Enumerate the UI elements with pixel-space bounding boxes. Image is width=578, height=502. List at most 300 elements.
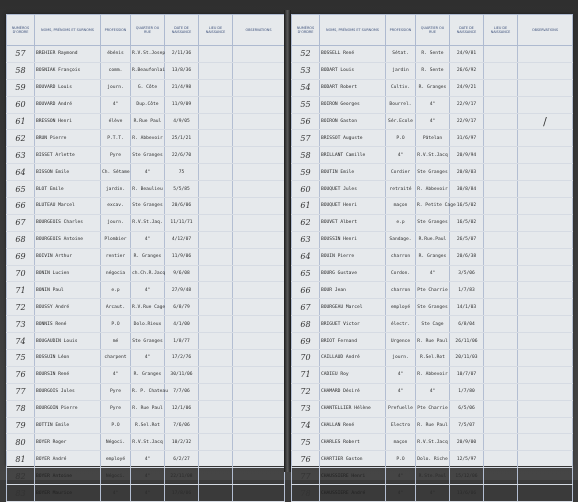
header-profession: PROFESSION bbox=[101, 15, 131, 46]
entry-name: BOURGOIS Jules bbox=[35, 383, 101, 400]
entry-birthplace bbox=[484, 333, 518, 350]
entry-number: 69 bbox=[7, 248, 35, 265]
entry-birthplace bbox=[199, 248, 233, 265]
entry-profession: 4° bbox=[386, 468, 416, 485]
entry-number: 69 bbox=[292, 333, 320, 350]
entry-birthplace bbox=[199, 417, 233, 434]
entry-address: Dup.Côte bbox=[131, 96, 165, 113]
entry-profession: Bourrel. bbox=[386, 96, 416, 113]
entry-observations bbox=[518, 214, 573, 231]
entry-birthplace bbox=[199, 231, 233, 248]
entry-birthdate: 11/9/09 bbox=[165, 96, 199, 113]
entry-observations bbox=[233, 198, 285, 215]
entry-name: BRUN Pierre bbox=[35, 130, 101, 147]
entry-number: 79 bbox=[7, 417, 35, 434]
table-row bbox=[292, 383, 573, 400]
entry-birthdate: 5/5/85 bbox=[165, 181, 199, 198]
entry-profession: maçon bbox=[386, 434, 416, 451]
entry-address: Pte Charrie bbox=[416, 282, 450, 299]
entry-name: BODART Robert bbox=[320, 79, 386, 96]
entry-number: 61 bbox=[7, 113, 35, 130]
entry-address: R.V.St.Jacq bbox=[416, 434, 450, 451]
entry-observations bbox=[233, 485, 285, 502]
entry-address: R. Sente bbox=[416, 46, 450, 63]
table-row bbox=[7, 96, 285, 113]
entry-name: BOUVET Albert bbox=[320, 214, 386, 231]
table-row bbox=[292, 468, 573, 485]
entry-birthdate: 9/6/08 bbox=[165, 265, 199, 282]
entry-birthplace bbox=[484, 434, 518, 451]
entry-birthplace bbox=[484, 451, 518, 468]
entry-birthplace bbox=[199, 46, 233, 63]
entry-profession: maçon bbox=[386, 198, 416, 215]
entry-birthplace bbox=[484, 316, 518, 333]
table-row bbox=[7, 265, 285, 282]
table-row bbox=[292, 46, 573, 63]
entry-number: 72 bbox=[7, 299, 35, 316]
entry-observations bbox=[518, 130, 573, 147]
entry-name: BOYER Antoine bbox=[35, 468, 101, 485]
entry-observations bbox=[233, 130, 285, 147]
table-row bbox=[292, 366, 573, 383]
table-row bbox=[292, 231, 573, 248]
entry-name: BOUVARD André bbox=[35, 96, 101, 113]
entry-profession: P.O bbox=[101, 417, 131, 434]
entry-number: 71 bbox=[292, 366, 320, 383]
table-row bbox=[7, 248, 285, 265]
table-row bbox=[7, 214, 285, 231]
entry-number: 67 bbox=[292, 299, 320, 316]
entry-observations bbox=[233, 366, 285, 383]
entry-number: 62 bbox=[7, 130, 35, 147]
entry-observations bbox=[233, 299, 285, 316]
entry-birthdate: 6/5/06 bbox=[450, 400, 484, 417]
entry-number: 66 bbox=[292, 282, 320, 299]
table-row bbox=[7, 451, 285, 468]
entry-observations bbox=[233, 164, 285, 181]
entry-observations bbox=[518, 231, 573, 248]
entry-number: 78 bbox=[7, 400, 35, 417]
entry-number: 77 bbox=[7, 383, 35, 400]
entry-birthdate: 6/2/27 bbox=[165, 451, 199, 468]
table-row bbox=[292, 181, 573, 198]
entry-number: 58 bbox=[7, 62, 35, 79]
entry-observations bbox=[518, 96, 573, 113]
entry-name: BOUGAUDIN Louis bbox=[35, 333, 101, 350]
entry-observations bbox=[233, 62, 285, 79]
entry-profession: rentier bbox=[101, 248, 131, 265]
entry-name: CHALLAN René bbox=[320, 417, 386, 434]
entry-address: R.Rue.Paul bbox=[416, 231, 450, 248]
entry-observations bbox=[233, 468, 285, 485]
entry-birthdate: 20/9/00 bbox=[450, 434, 484, 451]
entry-birthdate: 20/6/06 bbox=[165, 198, 199, 215]
entry-address: R. Granges bbox=[416, 248, 450, 265]
header-name: NOMS, PRÉNOMS ET SURNOMS bbox=[35, 15, 101, 46]
table-row bbox=[292, 147, 573, 164]
entry-address: R. Petite Cage bbox=[416, 198, 450, 215]
entry-birthplace bbox=[199, 79, 233, 96]
entry-birthplace bbox=[199, 434, 233, 451]
table-row bbox=[7, 316, 285, 333]
entry-address: R. Rue Paul bbox=[416, 417, 450, 434]
entry-birthplace bbox=[199, 333, 233, 350]
entry-profession: e.p bbox=[101, 282, 131, 299]
entry-name: BOURGOIN Pierre bbox=[35, 400, 101, 417]
entry-birthplace bbox=[484, 383, 518, 400]
entry-birthplace bbox=[484, 248, 518, 265]
entry-observations bbox=[233, 400, 285, 417]
table-row bbox=[7, 417, 285, 434]
entry-name: BISSON Emile bbox=[35, 164, 101, 181]
entry-number: 58 bbox=[292, 147, 320, 164]
entry-number: 68 bbox=[7, 231, 35, 248]
entry-observations bbox=[233, 417, 285, 434]
entry-address: G. Côte bbox=[131, 79, 165, 96]
entry-birthdate: 12/1/06 bbox=[165, 400, 199, 417]
entry-birthdate: 26/5/07 bbox=[450, 231, 484, 248]
entry-profession: élève bbox=[101, 113, 131, 130]
entry-birthdate: 30/11/06 bbox=[165, 366, 199, 383]
entry-address: R.Rue Paul bbox=[131, 113, 165, 130]
entry-name: BOURSIN René bbox=[35, 366, 101, 383]
table-row bbox=[292, 316, 573, 333]
entry-number: 80 bbox=[7, 434, 35, 451]
entry-observations bbox=[233, 434, 285, 451]
entry-number: 74 bbox=[292, 417, 320, 434]
entry-birthplace bbox=[484, 214, 518, 231]
entry-observations bbox=[518, 316, 573, 333]
entry-address: R. Sente bbox=[416, 62, 450, 79]
entry-profession: P.O bbox=[386, 130, 416, 147]
entry-address: 4° bbox=[416, 113, 450, 130]
entry-observations bbox=[233, 383, 285, 400]
entry-birthdate: 15/12/06 bbox=[450, 468, 484, 485]
entry-birthplace bbox=[484, 164, 518, 181]
entry-birthdate: 17/8/06 bbox=[165, 485, 199, 502]
entry-name: CAILLAUD André bbox=[320, 350, 386, 367]
table-row bbox=[7, 198, 285, 215]
entry-birthdate: 1/7/83 bbox=[450, 282, 484, 299]
left-register-table bbox=[6, 14, 285, 502]
entry-observations bbox=[233, 265, 285, 282]
entry-address: 4° bbox=[131, 468, 165, 485]
entry-birthdate: 17/2/76 bbox=[165, 350, 199, 367]
entry-name: BOSNIAK François bbox=[35, 62, 101, 79]
entry-number: 65 bbox=[292, 265, 320, 282]
entry-birthdate: 4/1/00 bbox=[165, 316, 199, 333]
entry-birthplace bbox=[199, 62, 233, 79]
entry-birthdate: 6/8/04 bbox=[450, 316, 484, 333]
table-row bbox=[7, 113, 285, 130]
entry-name: BREHIER Raymond bbox=[35, 46, 101, 63]
entry-address: R. Abbevoir bbox=[416, 366, 450, 383]
entry-profession: 4° bbox=[101, 96, 131, 113]
entry-birthdate: 3/5/06 bbox=[450, 265, 484, 282]
entry-observations bbox=[518, 333, 573, 350]
entry-observations bbox=[518, 485, 573, 502]
table-row bbox=[292, 400, 573, 417]
entry-address: Ste Granges bbox=[131, 147, 165, 164]
entry-profession: Electro bbox=[386, 417, 416, 434]
entry-name: BOUSSY André bbox=[35, 299, 101, 316]
table-row bbox=[292, 434, 573, 451]
entry-name: BRILLANT Camille bbox=[320, 147, 386, 164]
entry-profession: e.p bbox=[386, 214, 416, 231]
table-row bbox=[292, 299, 573, 316]
handwritten-tick-mark: / bbox=[543, 115, 547, 128]
entry-number: 75 bbox=[7, 350, 35, 367]
entry-name: BOSSELL René bbox=[320, 46, 386, 63]
entry-profession: 4° bbox=[386, 485, 416, 502]
entry-profession: Cordier bbox=[386, 164, 416, 181]
entry-profession: Arcaut. bbox=[101, 299, 131, 316]
entry-address: R. Abbevoir bbox=[416, 181, 450, 198]
entry-observations bbox=[518, 383, 573, 400]
entry-profession: Prefuelle bbox=[386, 400, 416, 417]
entry-birthplace bbox=[484, 130, 518, 147]
entry-number: 63 bbox=[7, 147, 35, 164]
right-rows bbox=[292, 46, 573, 502]
entry-birthplace bbox=[484, 79, 518, 96]
entry-profession: employé bbox=[101, 451, 131, 468]
right-header-row bbox=[292, 15, 573, 46]
entry-address: R. Rue Paul bbox=[131, 400, 165, 417]
entry-number: 64 bbox=[7, 164, 35, 181]
entry-birthdate: 1/8/77 bbox=[165, 333, 199, 350]
entry-number: 55 bbox=[292, 96, 320, 113]
entry-name: BODART Louis bbox=[320, 62, 386, 79]
entry-number: 60 bbox=[7, 96, 35, 113]
entry-address: R. P. Chateau bbox=[131, 383, 165, 400]
header-name: NOMS, PRÉNOMS ET SURNOMS bbox=[320, 15, 386, 46]
left-header-row bbox=[7, 15, 285, 46]
entry-birthplace bbox=[484, 299, 518, 316]
entry-birthdate: 16/5/02 bbox=[450, 198, 484, 215]
entry-profession: employé bbox=[386, 299, 416, 316]
entry-birthplace bbox=[484, 417, 518, 434]
entry-number: 70 bbox=[7, 265, 35, 282]
entry-address: Ste Cage bbox=[416, 316, 450, 333]
table-row bbox=[292, 333, 573, 350]
entry-observations bbox=[233, 181, 285, 198]
entry-birthdate: 12/5/97 bbox=[450, 451, 484, 468]
entry-birthplace bbox=[199, 485, 233, 502]
table-row bbox=[292, 350, 573, 367]
header-observations: OBSERVATIONS bbox=[518, 15, 573, 46]
entry-profession: électr. bbox=[386, 316, 416, 333]
entry-observations bbox=[518, 350, 573, 367]
entry-birthplace bbox=[484, 282, 518, 299]
entry-birthplace bbox=[199, 383, 233, 400]
table-row bbox=[7, 79, 285, 96]
header-num: NUMÉROS D'ORDRE bbox=[7, 15, 35, 46]
entry-name: CADIEU Roy bbox=[320, 366, 386, 383]
entry-birthdate: 10/2/32 bbox=[165, 434, 199, 451]
entry-name: BOURGEOIS Antoine bbox=[35, 231, 101, 248]
entry-address: R.Sel.Rot bbox=[416, 350, 450, 367]
entry-address: Ste Granges bbox=[416, 214, 450, 231]
header-birthdate: DATE DE NAISSANCE bbox=[450, 15, 484, 46]
entry-name: BOYER André bbox=[35, 451, 101, 468]
entry-address: R. Beaulieu bbox=[131, 181, 165, 198]
entry-profession: Cultiv. bbox=[386, 79, 416, 96]
entry-address: Dolo. Riche bbox=[416, 451, 450, 468]
entry-observations bbox=[518, 417, 573, 434]
entry-address: 4° bbox=[416, 265, 450, 282]
entry-profession: jardin. bbox=[101, 181, 131, 198]
entry-profession: comm. bbox=[101, 62, 131, 79]
entry-address: Pâtelan bbox=[416, 130, 450, 147]
entry-birthplace bbox=[484, 468, 518, 485]
entry-name: BOIVIN Arthur bbox=[35, 248, 101, 265]
entry-profession: Sandage. bbox=[386, 231, 416, 248]
table-row bbox=[7, 434, 285, 451]
entry-name: CHANTELLIER Hélène bbox=[320, 400, 386, 417]
entry-observations bbox=[233, 79, 285, 96]
entry-observations bbox=[518, 62, 573, 79]
table-row bbox=[292, 214, 573, 231]
entry-observations bbox=[518, 164, 573, 181]
header-birthplace: LIEU DE NAISSANCE bbox=[484, 15, 518, 46]
entry-profession: excav. bbox=[101, 198, 131, 215]
entry-name: BOURG Gustave bbox=[320, 265, 386, 282]
entry-name: BONIN Paul bbox=[35, 282, 101, 299]
entry-profession: Ch. Sétame bbox=[101, 164, 131, 181]
entry-birthplace bbox=[199, 198, 233, 215]
entry-birthdate: 4/12/07 bbox=[165, 231, 199, 248]
entry-name: BOSSUIN Léon bbox=[35, 350, 101, 367]
entry-number: 82 bbox=[7, 468, 35, 485]
entry-name: BOUVARD Louis bbox=[35, 79, 101, 96]
table-row bbox=[292, 113, 573, 130]
table-row bbox=[292, 164, 573, 181]
entry-address: R.V.St.Jaq. bbox=[131, 214, 165, 231]
entry-birthdate: 13/8/36 bbox=[165, 62, 199, 79]
entry-number: 74 bbox=[7, 333, 35, 350]
entry-address: Pte Charrie bbox=[416, 400, 450, 417]
entry-profession: jardin bbox=[386, 62, 416, 79]
entry-birthplace bbox=[199, 181, 233, 198]
entry-birthplace bbox=[199, 316, 233, 333]
table-row bbox=[292, 79, 573, 96]
entry-observations bbox=[233, 46, 285, 63]
entry-observations bbox=[518, 400, 573, 417]
entry-name: BLUTEAU Marcel bbox=[35, 198, 101, 215]
entry-profession: journ. bbox=[101, 79, 131, 96]
entry-observations bbox=[233, 147, 285, 164]
entry-birthdate: 20/6/38 bbox=[450, 248, 484, 265]
entry-birthdate: 11/9/06 bbox=[165, 248, 199, 265]
entry-number: 78 bbox=[292, 485, 320, 502]
entry-address: R.V.St.Jacq bbox=[131, 434, 165, 451]
entry-observations bbox=[518, 282, 573, 299]
entry-address: 4° bbox=[131, 231, 165, 248]
entry-observations bbox=[518, 468, 573, 485]
entry-address: 4° bbox=[416, 383, 450, 400]
entry-number: 52 bbox=[292, 46, 320, 63]
header-profession: PROFESSION bbox=[386, 15, 416, 46]
entry-birthdate: 6/8/79 bbox=[165, 299, 199, 316]
entry-name: BONIN Lucien bbox=[35, 265, 101, 282]
entry-birthdate: 7/6/06 bbox=[165, 417, 199, 434]
entry-birthdate: 14/1/03 bbox=[450, 299, 484, 316]
entry-profession: Plombier bbox=[101, 231, 131, 248]
entry-birthplace bbox=[484, 62, 518, 79]
header-birthplace: LIEU DE NAISSANCE bbox=[199, 15, 233, 46]
entry-observations bbox=[518, 248, 573, 265]
entry-number: 73 bbox=[7, 316, 35, 333]
entry-name: CHARLES Robert bbox=[320, 434, 386, 451]
entry-address: Ste Granges bbox=[131, 198, 165, 215]
entry-address: R.V.St.Jacq bbox=[416, 147, 450, 164]
entry-observations bbox=[233, 451, 285, 468]
entry-profession: 4° bbox=[101, 366, 131, 383]
entry-number: 76 bbox=[7, 366, 35, 383]
table-row bbox=[7, 333, 285, 350]
entry-observations bbox=[233, 333, 285, 350]
entry-number: 75 bbox=[292, 434, 320, 451]
table-row bbox=[7, 231, 285, 248]
entry-birthdate: 1/7/80 bbox=[450, 383, 484, 400]
entry-birthdate: 22/9/17 bbox=[450, 96, 484, 113]
entry-number: 62 bbox=[292, 214, 320, 231]
left-register-page bbox=[6, 14, 284, 498]
entry-name: BRIGUET Victor bbox=[320, 316, 386, 333]
table-row bbox=[292, 451, 573, 468]
entry-name: BLOT Emile bbox=[35, 181, 101, 198]
entry-address: Ste Granges bbox=[131, 333, 165, 350]
table-row bbox=[7, 181, 285, 198]
entry-birthdate: 13/6/06 bbox=[450, 485, 484, 502]
entry-observations bbox=[518, 181, 573, 198]
entry-number: 59 bbox=[7, 79, 35, 96]
table-row bbox=[292, 62, 573, 79]
entry-birthdate: 2/11/36 bbox=[165, 46, 199, 63]
entry-address: R.V.St.Josep bbox=[131, 46, 165, 63]
entry-profession: 4° bbox=[386, 147, 416, 164]
entry-profession: journ. bbox=[386, 350, 416, 367]
entry-birthdate: 75 bbox=[165, 164, 199, 181]
entry-address: R. Granges bbox=[131, 366, 165, 383]
entry-observations bbox=[518, 147, 573, 164]
entry-name: BRISSOT Auguste bbox=[320, 130, 386, 147]
entry-profession: charpent bbox=[101, 350, 131, 367]
entry-number: 63 bbox=[292, 231, 320, 248]
entry-birthplace bbox=[484, 485, 518, 502]
entry-number: 60 bbox=[292, 181, 320, 198]
table-row bbox=[7, 485, 285, 502]
entry-number: 73 bbox=[292, 400, 320, 417]
table-row bbox=[292, 130, 573, 147]
entry-profession: Négoci. bbox=[101, 434, 131, 451]
entry-observations bbox=[518, 113, 573, 130]
table-row bbox=[7, 147, 285, 164]
entry-birthplace bbox=[199, 451, 233, 468]
entry-birthdate: 7/7/06 bbox=[165, 383, 199, 400]
entry-birthdate: 20/11/03 bbox=[450, 350, 484, 367]
entry-observations bbox=[518, 79, 573, 96]
entry-birthdate: 22/11/08 bbox=[165, 468, 199, 485]
entry-address: 4° bbox=[131, 350, 165, 367]
entry-name: BOUR Jean bbox=[320, 282, 386, 299]
entry-birthdate: 7/5/07 bbox=[450, 417, 484, 434]
entry-profession: Urgence bbox=[386, 333, 416, 350]
entry-name: BRIOT Fernand bbox=[320, 333, 386, 350]
entry-observations bbox=[233, 282, 285, 299]
entry-observations bbox=[518, 265, 573, 282]
header-address: QUARTIER OU RUE bbox=[131, 15, 165, 46]
